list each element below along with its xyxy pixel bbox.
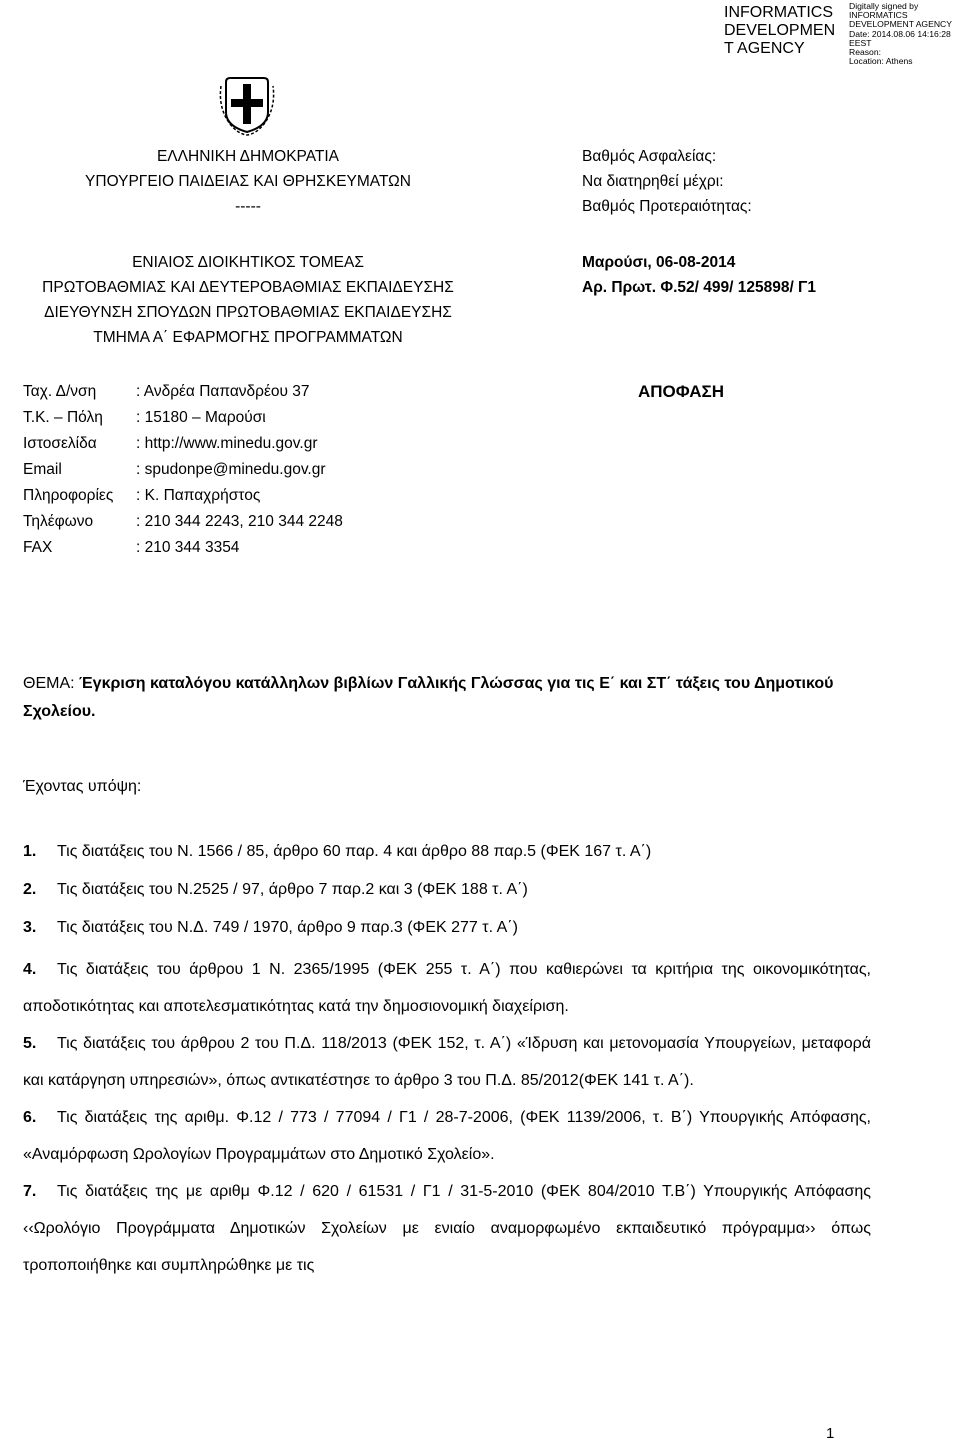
list-item (23, 951, 871, 1025)
digital-signature (724, 2, 960, 68)
list-item-text: Τις διατάξεις του άρθρου 2 του Π.Δ. 118/2013 (ΦΕΚ 152, τ. Α΄) «Ίδρυση και μετονομασία Υπουργείων, μεταφορά και κατάργηση υπηρεσιών», όπως αντικατέστησε το άρθρο 3 του Π.Δ. 85/2012(ΦΕΚ 141 τ. Α΄). (23, 1035, 871, 1089)
contact-details (23, 379, 343, 561)
header-line: ΤΜΗΜΑ Α΄ ΕΦΑΡΜΟΓΗΣ ΠΡΟΓΡΑΜΜΑΤΩΝ (93, 329, 403, 346)
contact-value: : Κ. Παπαχρήστος (136, 487, 261, 504)
contact-value: : 15180 – Μαρούσι (136, 409, 266, 426)
contact-label: Τηλέφωνο (23, 513, 94, 530)
signature-name-line: INFORMATICS (724, 4, 834, 21)
subject-prefix: ΘΕΜΑ: (23, 675, 80, 692)
contact-label: FAX (23, 539, 53, 556)
header-line: ΕΛΛΗΝΙΚΗ ΔΗΜΟΚΡΑΤΙΑ (156, 148, 340, 165)
contact-label: Email (23, 461, 62, 478)
list-item-number: 1. (23, 843, 37, 860)
subject (23, 670, 873, 726)
signature-detail-line: Reason: (849, 47, 882, 58)
coat-of-arms-icon (218, 74, 276, 136)
contact-value: : 210 344 3354 (136, 539, 240, 556)
contact-value: : http://www.minedu.gov.gr (136, 435, 318, 452)
document-date: Μαρούσι, 06-08-2014 (582, 254, 736, 271)
contact-value: : 210 344 2243, 210 344 2248 (136, 513, 343, 530)
signature-name (724, 4, 835, 58)
contact-label: Ταχ. Δ/νση (23, 383, 97, 400)
list-item-number: 7. (23, 1183, 37, 1200)
header-line: ΔΙΕΥΘΥΝΣΗ ΣΠΟΥΔΩΝ ΠΡΩΤΟΒΑΘΜΙΑΣ ΕΚΠΑΙΔΕΥΣΗΣ (44, 304, 452, 321)
list-item-text: Τις διατάξεις της αριθμ. Φ.12 / 773 / 77094 / Γ1 / 28-7-2006, (ΦΕΚ 1139/2006, τ. Β΄) Υπουργικής Απόφασης, «Αναμόρφωση Ωρολογίων Προγραμμάτων στο Δημοτικό Σχολείο». (23, 1109, 871, 1163)
list-item (23, 1025, 871, 1099)
header-line: ΥΠΟΥΡΓΕΙΟ ΠΑΙΔΕΙΑΣ ΚΑΙ ΘΡΗΣΚΕΥΜΑΤΩΝ (85, 173, 411, 190)
considerations-list (23, 836, 871, 1284)
security-line: Βαθμός Προτεραιότητας: (582, 198, 752, 215)
security-info (582, 144, 752, 219)
protocol-info (582, 250, 816, 300)
list-item-number: 5. (23, 1035, 37, 1052)
subject-text: Έγκριση καταλόγου κατάλληλων βιβλίων Γαλλικής Γλώσσας για τις Ε΄ και ΣΤ΄ τάξεις του Δημοτικού Σχολείου. (23, 675, 834, 720)
list-item-text: Τις διατάξεις του Ν.2525 / 97, άρθρο 7 παρ.2 και 3 (ΦΕΚ 188 τ. Α΄) (57, 881, 528, 898)
list-item-text: Τις διατάξεις του Ν. 1566 / 85, άρθρο 60 παρ. 4 και άρθρο 88 παρ.5 (ΦΕΚ 167 τ. Α΄) (57, 843, 652, 860)
signature-name-line: DEVELOPMEN (724, 22, 836, 39)
contact-row (23, 457, 343, 483)
security-line: Να διατηρηθεί μέχρι: (582, 173, 724, 190)
ministry-header (0, 144, 496, 219)
list-item (23, 874, 871, 905)
contact-value: : spudonpe@minedu.gov.gr (136, 461, 326, 478)
header-line: ΕΝΙΑΙΟΣ ΔΙΟΙΚΗΤΙΚΟΣ ΤΟΜΕΑΣ (132, 254, 364, 271)
contact-row (23, 509, 343, 535)
header-line: ----- (235, 198, 261, 215)
contact-label: Ιστοσελίδα (23, 435, 97, 452)
page-number: 1 (826, 1425, 835, 1442)
contact-row (23, 535, 343, 561)
department-header (0, 250, 496, 350)
signature-detail-line: Date: 2014.08.06 14:16:28 (849, 28, 951, 39)
list-item-text: Τις διατάξεις της με αριθμ Φ.12 / 620 / 61531 / Γ1 / 31-5-2010 (ΦΕΚ 804/2010 Τ.Β΄) Υπουργικής Απόφασης ‹‹Ωρολόγιο Προγράμματα Δημοτικών Σχολείων με ενιαίο αναμορφωμένο εκπαιδευτικό πρόγραμμα›› όπως τροποποιήθηκε και συμπληρώθηκε με τις (23, 1183, 871, 1274)
signature-details (849, 2, 952, 66)
list-item-number: 4. (23, 961, 37, 978)
protocol-number: Αρ. Πρωτ. Φ.52/ 499/ 125898/ Γ1 (582, 279, 816, 296)
signature-detail-line: EEST (849, 37, 872, 48)
header-line: ΠΡΩΤΟΒΑΘΜΙΑΣ ΚΑΙ ΔΕΥΤΕΡΟΒΑΘΜΙΑΣ ΕΚΠΑΙΔΕΥΣΗΣ (42, 279, 454, 296)
contact-row (23, 379, 343, 405)
contact-row (23, 431, 343, 457)
signature-detail-line: INFORMATICS (849, 10, 908, 21)
list-item-text: Τις διατάξεις του Ν.Δ. 749 / 1970, άρθρο 9 παρ.3 (ΦΕΚ 277 τ. Α΄) (57, 919, 518, 936)
considerations-intro: Έχοντας υπόψη: (23, 778, 142, 795)
list-item (23, 912, 871, 943)
signature-detail-line: DEVELOPMENT AGENCY (849, 19, 952, 30)
list-item (23, 1099, 871, 1173)
list-item (23, 1173, 871, 1284)
signature-name-line: T AGENCY (724, 40, 805, 57)
contact-row (23, 483, 343, 509)
list-item-text: Τις διατάξεις του άρθρου 1 Ν. 2365/1995 (ΦΕΚ 255 τ. Α΄) που καθιερώνει τα κριτήρια της οικονομικότητας, αποδοτικότητας και αποτελεσματικότητας κατά την δημοσιονομική διαχείριση. (23, 961, 871, 1015)
security-line: Βαθμός Ασφαλείας: (582, 148, 717, 165)
list-item-number: 3. (23, 919, 37, 936)
list-item-number: 6. (23, 1109, 37, 1126)
contact-label: Πληροφορίες (23, 487, 114, 504)
contact-value: : Ανδρέα Παπανδρέου 37 (136, 383, 310, 400)
signature-detail-line: Location: Athens (849, 56, 913, 67)
signature-detail-line: Digitally signed by (849, 1, 919, 11)
list-item-number: 2. (23, 881, 37, 898)
list-item (23, 836, 871, 867)
contact-label: Τ.Κ. – Πόλη (23, 409, 103, 426)
decision-title: ΑΠΟΦΑΣΗ (638, 382, 725, 401)
contact-row (23, 405, 343, 431)
